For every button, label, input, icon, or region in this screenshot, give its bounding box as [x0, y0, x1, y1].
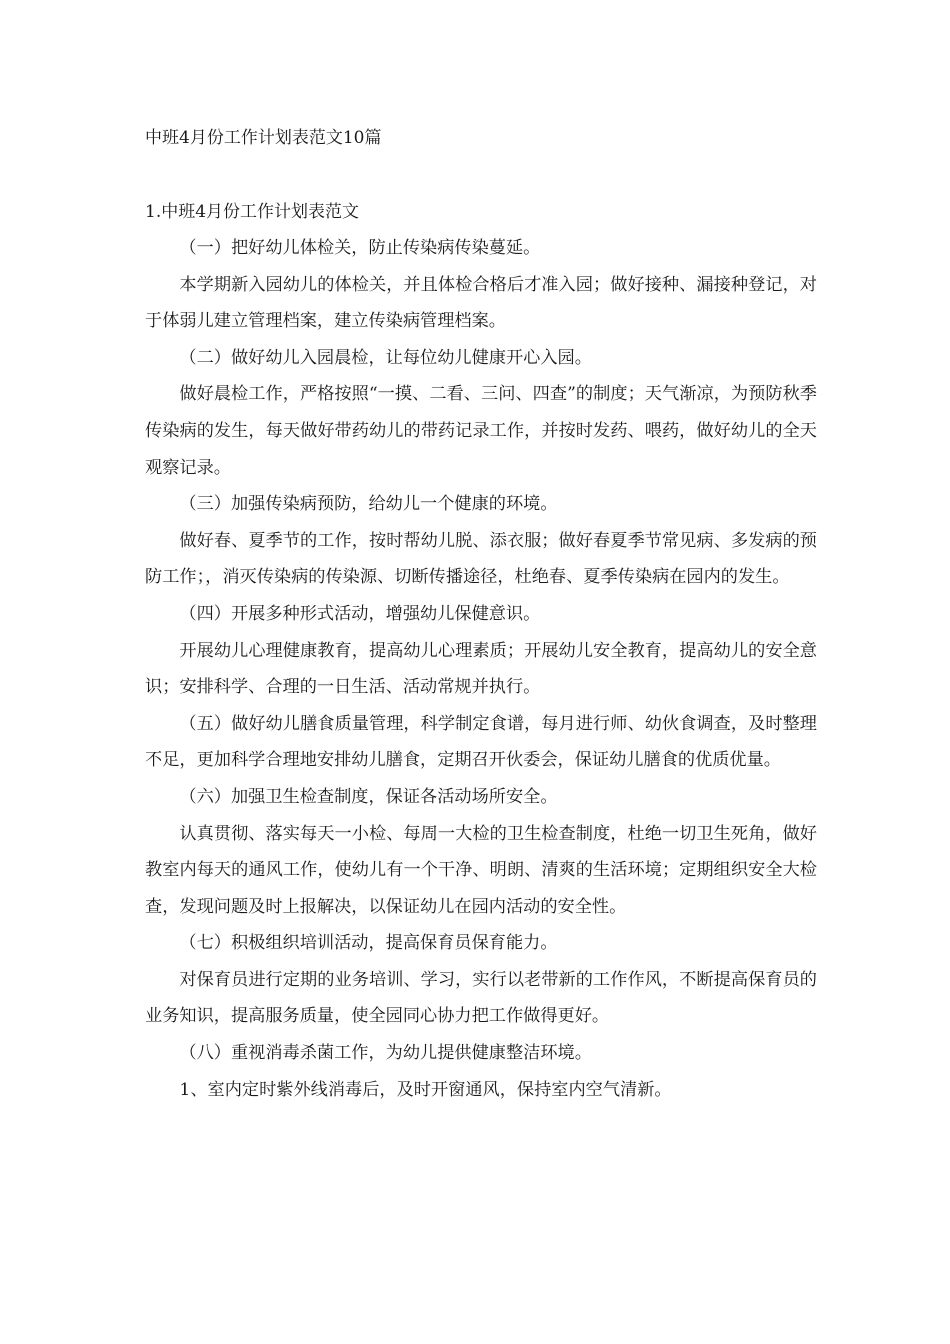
- subheading-paragraph: （三）加强传染病预防，给幼儿一个健康的环境。: [179, 494, 558, 515]
- body-paragraph: 做好春、夏季节的工作，按时帮幼儿脱、添衣服；做好春夏季节常见病、多发病的预防工作；，消灭传染病的传染源、切断传播途径，杜绝春、夏季传染病在园内的发生。: [145, 530, 817, 588]
- subheading-paragraph: （一）把好幼儿体检关，防止传染病传染蔓延。: [179, 238, 541, 258]
- document-title: 中班4月份工作计划表范文10篇: [145, 128, 382, 148]
- subheading-paragraph: （四）开展多种形式活动，增强幼儿保健意识。: [179, 603, 541, 624]
- subheading-paragraph: （七）积极组织培训活动，提高保育员保育能力。: [179, 933, 558, 954]
- body-paragraph: 做好晨检工作，严格按照“一摸、二看、三问、四查”的制度；天气渐凉，为预防秋季传染病的发生，每天做好带药幼儿的带药记录工作，并按时发药、喂药，做好幼儿的全天观察记录。: [145, 384, 817, 478]
- body-paragraph: 开展幼儿心理健康教育，提高幼儿心理素质；开展幼儿安全教育，提高幼儿的安全意识；安排科学、合理的一日生活、活动常规并执行。: [145, 640, 817, 698]
- subheading-paragraph: （六）加强卫生检查制度，保证各活动场所安全。: [179, 786, 558, 807]
- section-title: 1.中班4月份工作计划表范文: [145, 202, 360, 222]
- body-paragraph: 认真贯彻、落实每天一小检、每周一大检的卫生检查制度，杜绝一切卫生死角，做好教室内每天的通风工作，使幼儿有一个干净、明朗、清爽的生活环境；定期组织安全大检查，发现问题及时上报解决，以保证幼儿在园内活动的安全性。: [145, 823, 817, 917]
- body-paragraph: 1、室内定时紫外线消毒后，及时开窗通风，保持室内空气清新。: [179, 1079, 672, 1100]
- subheading-paragraph: （八）重视消毒杀菌工作，为幼儿提供健康整洁环境。: [179, 1043, 592, 1064]
- body-paragraph: （五）做好幼儿膳食质量管理，科学制定食谱，每月进行师、幼伙食调查，及时整理不足，更加科学合理地安排幼儿膳食，定期召开伙委会，保证幼儿膳食的优质优量。: [145, 713, 817, 771]
- subheading-paragraph: （二）做好幼儿入园晨检，让每位幼儿健康开心入园。: [179, 347, 592, 368]
- document-body: [145, 230, 817, 1108]
- body-paragraph: 本学期新入园幼儿的体检关，并且体检合格后才准入园；做好接种、漏接种登记，对于体弱儿建立管理档案，建立传染病管理档案。: [145, 274, 817, 332]
- body-paragraph: 对保育员进行定期的业务培训、学习，实行以老带新的工作作风，不断提高保育员的业务知识，提高服务质量，使全园同心协力把工作做得更好。: [145, 969, 817, 1027]
